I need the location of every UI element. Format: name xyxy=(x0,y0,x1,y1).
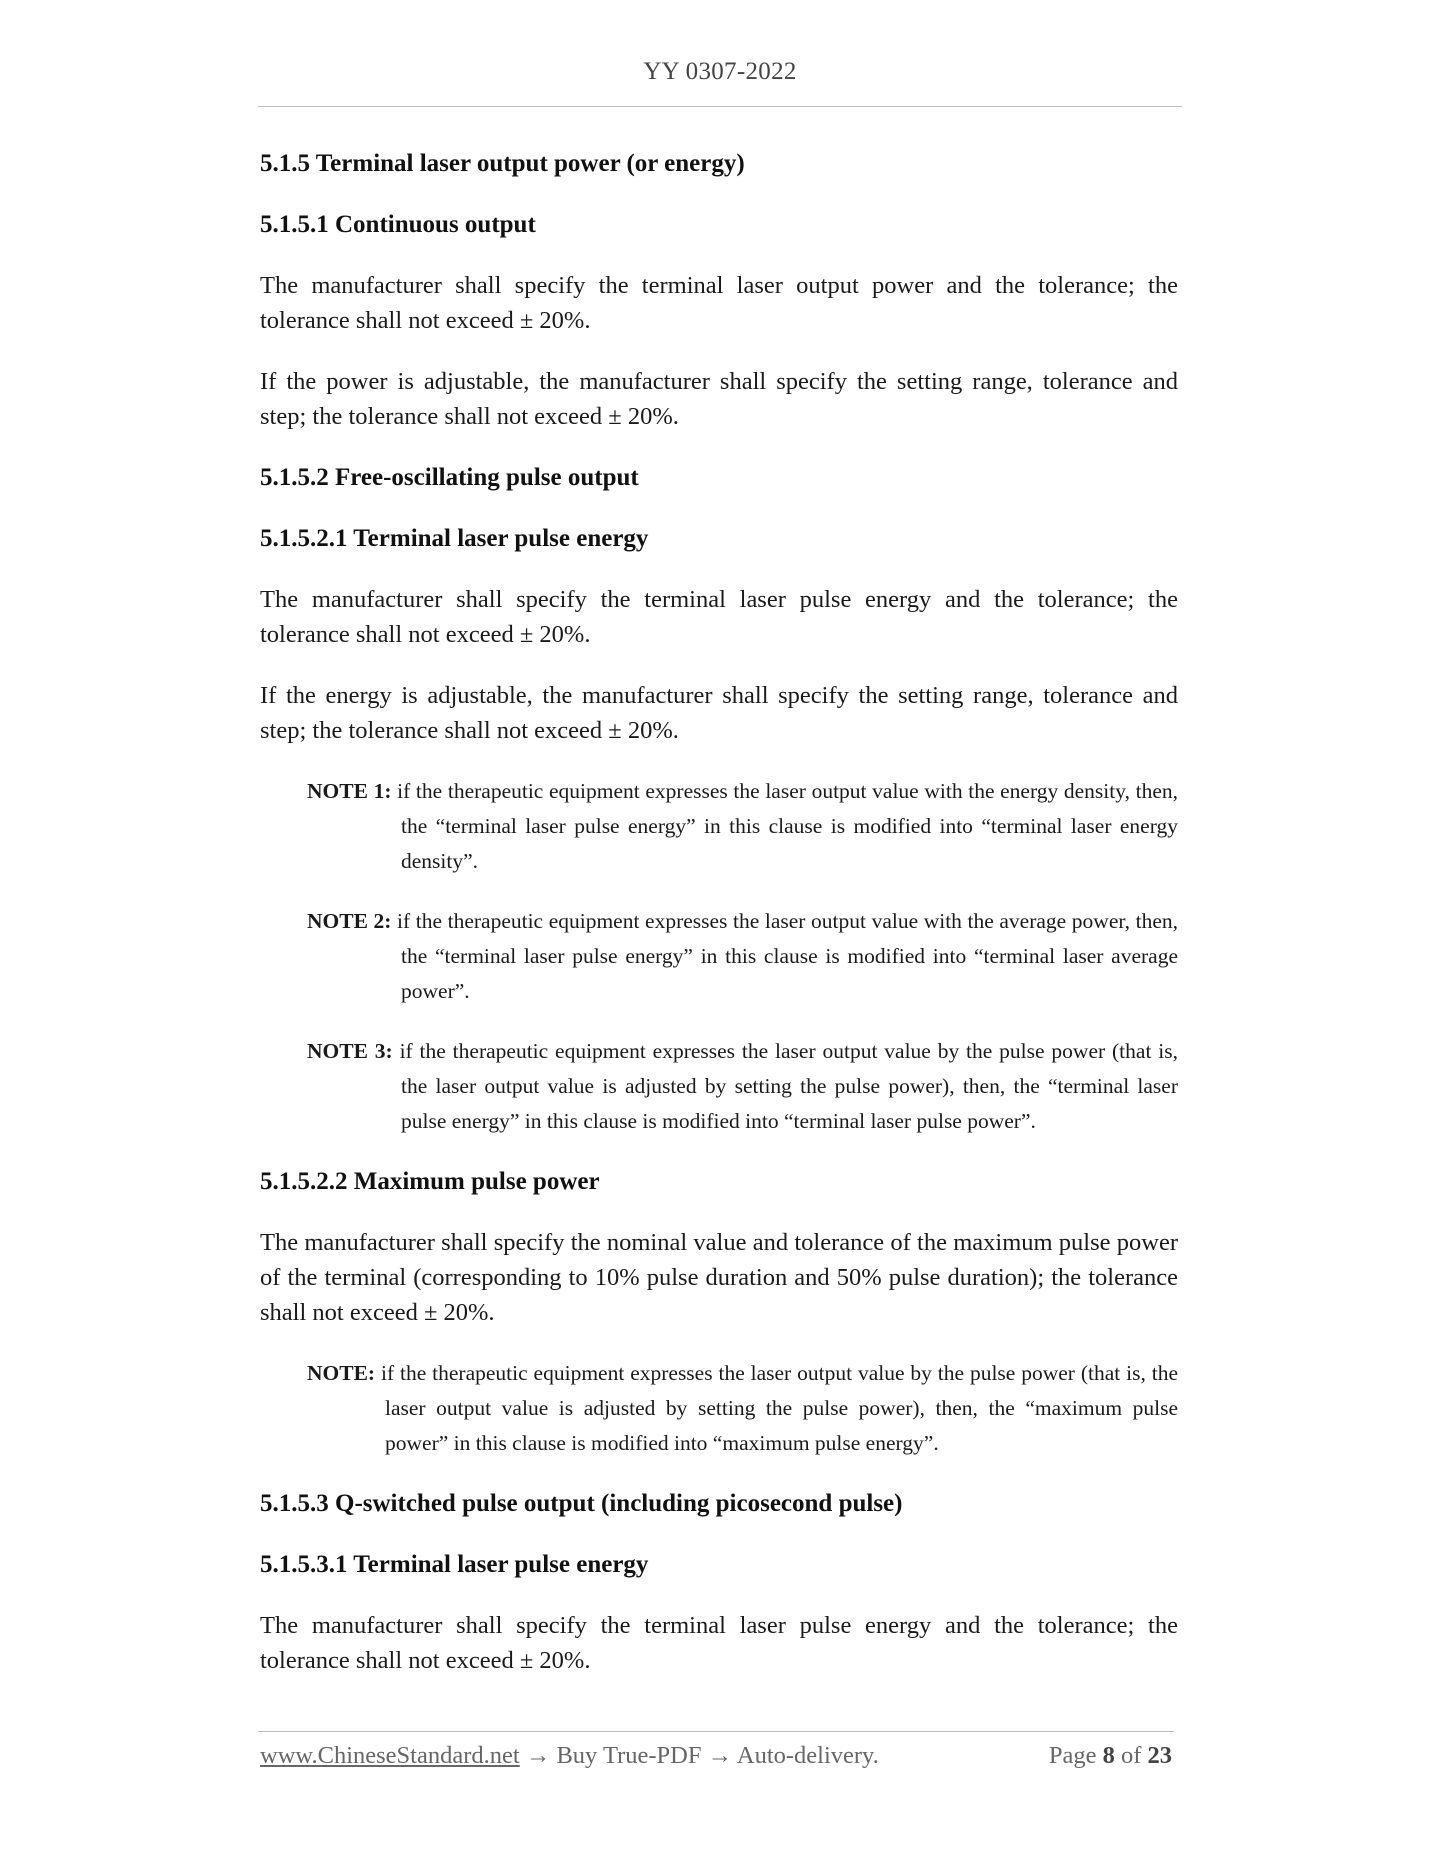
website-link[interactable]: www.ChineseStandard.net xyxy=(260,1742,520,1769)
total-pages: 23 xyxy=(1147,1742,1172,1769)
note-label: NOTE: xyxy=(307,1361,376,1385)
note-label: NOTE 3: xyxy=(307,1039,393,1063)
page-number: 8 xyxy=(1102,1742,1115,1769)
section-heading-5-1-5-3-1: 5.1.5.3.1 Terminal laser pulse energy xyxy=(260,1551,649,1578)
page-label: Page xyxy=(1048,1742,1097,1769)
note-text: if the therapeutic equipment expresses the laser output value with the energy density, then, the “terminal laser pulse energy” in this clause is modified into “terminal laser energy density”. xyxy=(397,779,1179,873)
header-divider xyxy=(258,106,1182,107)
of-label: of xyxy=(1120,1742,1142,1769)
paragraph: The manufacturer shall specify the terminal laser pulse energy and the tolerance; the tolerance shall not exceed ± 20%. xyxy=(260,586,1178,648)
footer-divider xyxy=(258,1731,1174,1732)
auto-delivery-text: Auto-delivery. xyxy=(736,1742,879,1769)
note-2 xyxy=(307,904,1178,1009)
section-heading-5-1-5: 5.1.5 Terminal laser output power (or energy) xyxy=(260,150,745,177)
section-heading-5-1-5-2-2: 5.1.5.2.2 Maximum pulse power xyxy=(260,1168,600,1195)
section-heading-5-1-5-2-1: 5.1.5.2.1 Terminal laser pulse energy xyxy=(260,525,649,552)
section-heading-5-1-5-2: 5.1.5.2 Free-oscillating pulse output xyxy=(260,464,639,491)
buy-pdf-text: Buy True-PDF xyxy=(556,1742,702,1769)
paragraph: If the power is adjustable, the manufacturer shall specify the setting range, tolerance and step; the tolerance shall not exceed ± 20%. xyxy=(260,368,1178,430)
section-heading-5-1-5-1: 5.1.5.1 Continuous output xyxy=(260,211,536,238)
document-header: YY 0307-2022 xyxy=(643,58,797,85)
document-body xyxy=(260,146,1178,1704)
paragraph: If the energy is adjustable, the manufacturer shall specify the setting range, tolerance and step; the tolerance shall not exceed ± 20%. xyxy=(260,682,1178,744)
note-label: NOTE 2: xyxy=(307,909,392,933)
note-label: NOTE 1: xyxy=(307,779,392,803)
note-text: if the therapeutic equipment expresses the laser output value by the pulse power (that is, the laser output value is adjusted by setting the pulse power), then, the “maximum pulse power” in this clause is modified into “maximum pulse energy”. xyxy=(380,1361,1178,1455)
note-1 xyxy=(307,774,1178,879)
footer-promo xyxy=(260,1742,879,1770)
page-indicator xyxy=(1049,1742,1172,1770)
note-text: if the therapeutic equipment expresses the laser output value by the pulse power (that is, the laser output value is adjusted by setting the pulse power), then, the “terminal laser pulse energy” in this clause is modified into “terminal laser pulse power”. xyxy=(399,1039,1178,1133)
note-maximum-pulse xyxy=(307,1356,1178,1461)
paragraph: The manufacturer shall specify the terminal laser output power and the tolerance; the tolerance shall not exceed ± 20%. xyxy=(260,272,1178,334)
page-footer xyxy=(260,1742,1172,1782)
arrow-right-icon: → xyxy=(707,1742,733,1769)
note-3 xyxy=(307,1034,1178,1139)
paragraph: The manufacturer shall specify the nominal value and tolerance of the maximum pulse power of the terminal (corresponding to 10% pulse duration and 50% pulse duration); the tolerance shall not exceed ± 20%. xyxy=(260,1229,1178,1326)
arrow-right-icon: → xyxy=(525,1742,551,1769)
section-heading-5-1-5-3: 5.1.5.3 Q-switched pulse output (including picosecond pulse) xyxy=(260,1490,903,1517)
paragraph: The manufacturer shall specify the terminal laser pulse energy and the tolerance; the tolerance shall not exceed ± 20%. xyxy=(260,1612,1178,1674)
note-text: if the therapeutic equipment expresses the laser output value with the average power, then, the “terminal laser pulse energy” in this clause is modified into “terminal laser average power”. xyxy=(397,909,1179,1003)
